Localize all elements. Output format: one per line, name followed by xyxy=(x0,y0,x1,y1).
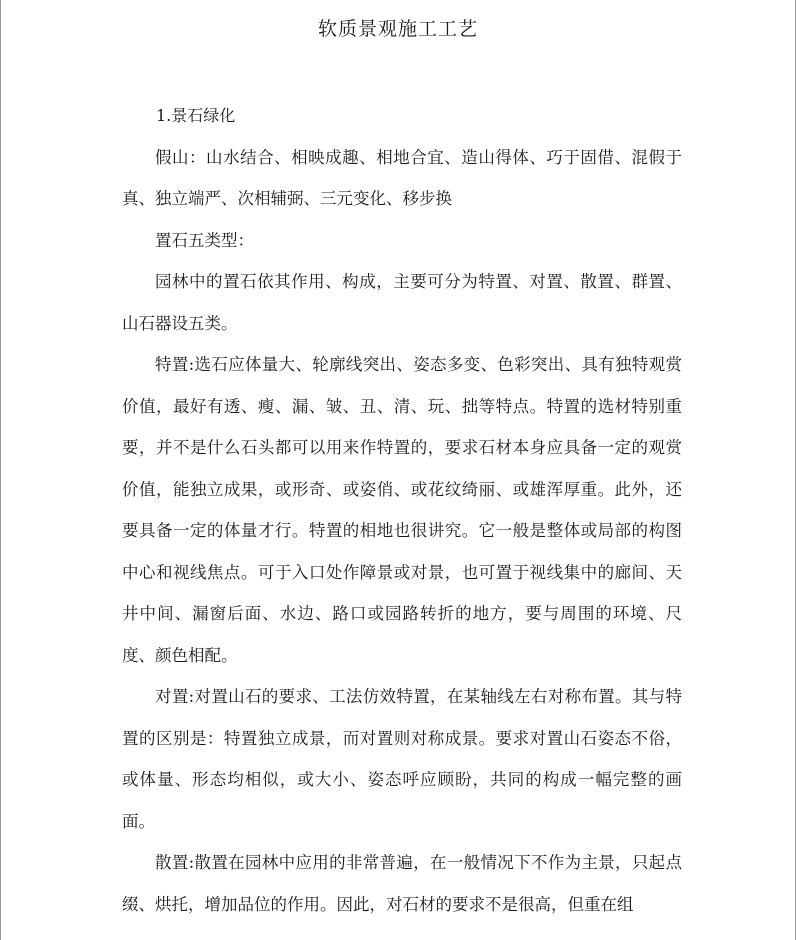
paragraph-duizhi: 对置:对置山石的要求、工法仿效特置，在某轴线左右对称布置。其与特置的区别是：特置独立成景，而对置则对称成景。要求对置山石姿态不俗，或体量、形态均相似，或大小、姿态呼应顾盼，共同的构成一幅完整的画面。 xyxy=(122,687,682,831)
paragraph-jiashan: 假山：山水结合、相映成趣、相地合宜、造山得体、巧于固借、混假于真、独立端严、次相辅弼、三元变化、移步换 xyxy=(122,147,682,208)
paragraph-zhishi-types: 置石五类型： xyxy=(155,230,254,250)
section-heading: 1.景石绿化 xyxy=(156,106,236,125)
document-body xyxy=(122,95,682,925)
paragraph-tezhi: 特置:选石应体量大、轮廓线突出、姿态多变、色彩突出、具有独特观赏价值，最好有透、瘦、漏、皱、丑、清、玩、拙等特点。特置的选材特别重要，并不是什么石头都可以用来作特置的，要求石材本身应具备一定的观赏价值，能独立成果，或形奇、或姿俏、或花纹绮丽、或雄浑厚重。此外，还要具备一定的体量才行。特置的相地也很讲究。它一般是整体或局部的构图中心和视线焦点。可于入口处作障景或对景，也可置于视线集中的廊间、天井中间、漏窗后面、水边、路口或园路转折的地方，要与周围的环境、尺度、颜色相配。 xyxy=(122,355,682,665)
document-title: 软质景观施工工艺 xyxy=(317,18,478,40)
paragraph-zhishi-intro: 园林中的置石依其作用、构成，主要可分为特置、对置、散置、群置、山石器设五类。 xyxy=(122,272,682,333)
paragraph-sanzhi: 散置:散置在园林中应用的非常普遍，在一般情况下不作为主景，只起点缀、烘托，增加品位的作用。因此，对石材的要求不是很高，但重在组 xyxy=(122,853,682,914)
